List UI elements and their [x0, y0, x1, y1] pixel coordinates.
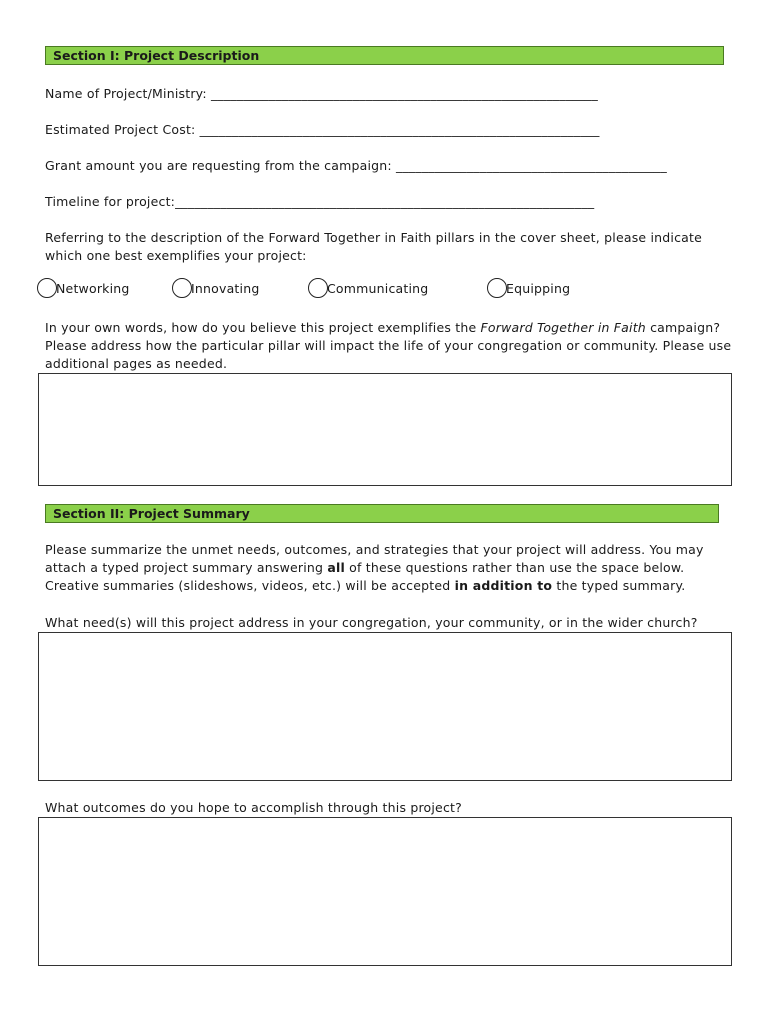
pillar-radio-group — [37, 278, 737, 304]
pillar-option-networking[interactable] — [37, 278, 130, 298]
timeline-label: Timeline for project: — [45, 194, 176, 209]
own-words-text: In your own words, how do you believe this project exemplifies the — [45, 320, 481, 335]
section-1-title: Section I: Project Description — [53, 48, 260, 63]
project-cost-row — [45, 122, 600, 137]
pillar-option-communicating[interactable] — [308, 278, 428, 298]
section-1-header — [45, 46, 724, 65]
needs-question: What need(s) will this project address in your congregation, your community, or in the wider church? — [45, 615, 698, 630]
emphasis-all: all — [327, 560, 345, 575]
radio-circle-icon[interactable] — [308, 278, 328, 298]
project-name-field[interactable]: ____________________________________________________________ — [210, 86, 598, 101]
outcomes-answer-box[interactable] — [38, 817, 732, 966]
outcomes-question: What outcomes do you hope to accomplish through this project? — [45, 800, 462, 815]
needs-answer-box[interactable] — [38, 632, 732, 781]
radio-circle-icon[interactable] — [487, 278, 507, 298]
timeline-row — [45, 194, 594, 209]
radio-circle-icon[interactable] — [37, 278, 57, 298]
grant-amount-label: Grant amount you are requesting from the campaign: — [45, 158, 392, 173]
campaign-name: Forward Together in Faith — [480, 320, 646, 335]
pillar-label: Networking — [56, 280, 130, 296]
own-words-prompt — [45, 319, 735, 373]
summary-intro — [45, 541, 735, 595]
grant-amount-row — [45, 158, 667, 173]
emphasis-in-addition: in addition to — [454, 578, 553, 593]
summary-intro-text-cont: of these questions rather than use the space below. Creative summaries (slideshows, videos, etc.) will be accepted — [45, 560, 685, 593]
project-name-label: Name of Project/Ministry: — [45, 86, 207, 101]
pillar-label: Equipping — [506, 280, 571, 296]
timeline-field[interactable]: _________________________________________________________________ — [175, 194, 595, 209]
pillar-label: Innovating — [191, 280, 260, 296]
radio-circle-icon[interactable] — [172, 278, 192, 298]
pillars-prompt: Referring to the description of the Forward Together in Faith pillars in the cover sheet, please indicate which one best exemplifies your project: — [45, 230, 702, 263]
section-2-title: Section II: Project Summary — [53, 506, 250, 521]
project-name-row — [45, 86, 598, 101]
pillar-explanation-box[interactable] — [38, 373, 732, 486]
project-cost-field[interactable]: ______________________________________________________________ — [199, 122, 600, 137]
section-2-header — [45, 504, 719, 523]
summary-intro-text-end: the typed summary. — [552, 578, 686, 593]
summary-intro-text: Please summarize the unmet needs, outcomes, and strategies that your project will address. You may attach a typed project summary answering — [45, 542, 704, 575]
pillar-label: Communicating — [327, 280, 429, 296]
own-words-text-cont: campaign? Please address how the particular pillar will impact the life of your congregation or community. Please use additional pages as needed. — [45, 320, 732, 371]
grant-amount-field[interactable]: __________________________________________ — [396, 158, 667, 173]
pillar-option-equipping[interactable] — [487, 278, 570, 298]
pillar-option-innovating[interactable] — [172, 278, 259, 298]
project-cost-label: Estimated Project Cost: — [45, 122, 196, 137]
